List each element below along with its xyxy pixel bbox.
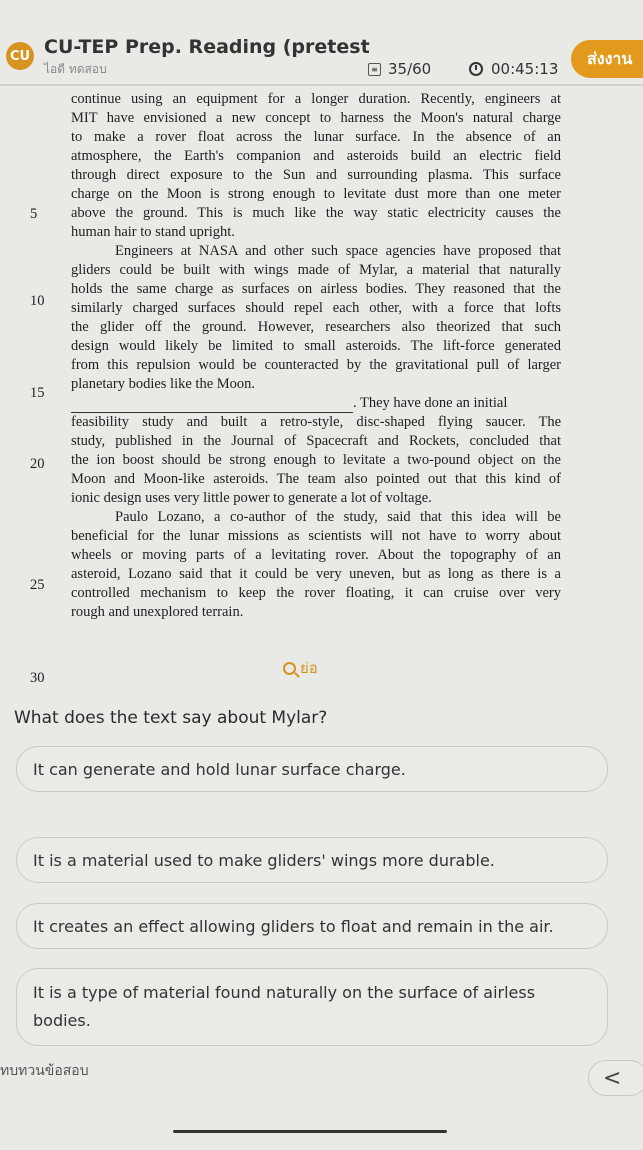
passage-line: the glider off the ground. However, researchers also theorized that such — [71, 319, 561, 335]
answer-option-text: It is a material used to make gliders' wings more durable. — [33, 850, 495, 870]
page-subtitle: ไอดี ทดสอบ — [44, 62, 107, 76]
previous-button[interactable]: < — [588, 1060, 643, 1096]
passage-line: continue using an equipment for a longer duration. Recently, engineers at — [71, 91, 561, 107]
passage-line: gliders could be built with wings made of Mylar, a material that naturally — [71, 262, 561, 278]
answer-option-text: It can generate and hold lunar surface charge. — [33, 759, 406, 779]
passage-line: feasibility study and built a retro-style, disc-shaped flying saucer. The — [71, 414, 561, 430]
line-number: 30 — [30, 670, 45, 686]
answer-option-text: It creates an effect allowing gliders to float and remain in the air. — [33, 916, 554, 936]
header — [0, 0, 643, 82]
answer-blank — [71, 398, 353, 413]
passage-line: from this repulsion would be counteracted by the gravitational pull of larger — [71, 357, 561, 373]
line-number: 20 — [30, 456, 45, 472]
clock-icon — [469, 62, 483, 76]
passage-line-blank — [71, 394, 561, 413]
passage-line-text: . They have done an initial — [353, 395, 508, 411]
passage-line: similarly charged surfaces should repel each other, with a force that lofts — [71, 300, 561, 316]
passage-line: Engineers at NASA and other such space agencies have proposed that — [115, 243, 561, 259]
timer-text: 00:45:13 — [491, 60, 559, 78]
answer-option-4[interactable] — [16, 968, 608, 1046]
passage-line: charge on the Moon is strong enough to levitate dust more than one meter — [71, 186, 561, 202]
answer-option-3[interactable] — [16, 903, 608, 949]
passage-line: controlled mechanism to keep the rover floating, it can cruise over very — [71, 585, 561, 601]
passage-line: to make a rover float across the lunar surface. In the absence of an — [71, 129, 561, 145]
page-title: CU-TEP Prep. Reading (pretest — [44, 36, 370, 58]
passage-line: MIT have envisioned a new concept to harness the Moon's natural charge — [71, 110, 561, 126]
question-counter-text: 35/60 — [388, 60, 432, 78]
passage-line: human hair to stand upright. — [71, 224, 235, 240]
line-number: 5 — [30, 206, 38, 222]
passage-line: atmosphere, the Earth's companion and asteroids build an electric field — [71, 148, 561, 164]
answer-option-1[interactable] — [16, 746, 608, 792]
passage-line: Paulo Lozano, a co-author of the study, said that this idea will be — [115, 509, 561, 525]
question-counter — [368, 60, 431, 78]
line-number: 10 — [30, 293, 45, 309]
answer-option-text: It is a type of material found naturally on the surface of airless bodies. — [33, 983, 536, 1030]
passage-line: rough and unexplored terrain. — [71, 604, 244, 620]
submit-button[interactable]: ส่งงาน — [571, 40, 643, 78]
zoom-out-icon — [283, 662, 296, 675]
passage-line: the ion boost should be strong enough to levitate a two-pound object on the — [71, 452, 561, 468]
app-logo-icon: CU — [6, 42, 34, 70]
zoom-label: ย่อ — [300, 659, 318, 677]
passage-line: above the ground. This is much like the way static electricity causes the — [71, 205, 561, 221]
answer-option-2[interactable] — [16, 837, 608, 883]
home-indicator — [173, 1130, 447, 1133]
passage-line: design would likely be limited to small asteroids. The lift-force generated — [71, 338, 561, 354]
passage-line: study, published in the Journal of Spacecraft and Rockets, concluded that — [71, 433, 561, 449]
timer — [469, 60, 558, 78]
passage-line: holds the same charge as surfaces on airless bodies. They reasoned that the — [71, 281, 561, 297]
passage-line: beneficial for the lunar missions as scientists will not have to worry about — [71, 528, 561, 544]
list-icon: ≡ — [368, 63, 381, 76]
passage-line: Moon and Moon-like asteroids. The team also pointed out that this kind of — [71, 471, 561, 487]
passage-line: through direct exposure to the Sun and surrounding plasma. This surface — [71, 167, 561, 183]
review-exam-link[interactable]: ทบทวนข้อสอบ — [0, 1063, 89, 1079]
passage-line: asteroid, Lozano said that it could be very uneven, but as long as there is a — [71, 566, 561, 582]
passage-line: wheels or moving parts of a levitating rover. About the topography of an — [71, 547, 561, 563]
line-number: 15 — [30, 385, 45, 401]
line-number: 25 — [30, 577, 45, 593]
zoom-button[interactable] — [283, 656, 318, 680]
header-divider — [0, 84, 643, 86]
passage-line: ionic design uses very little power to generate a lot of voltage. — [71, 490, 432, 506]
passage-line: planetary bodies like the Moon. — [71, 376, 256, 392]
question-text: What does the text say about Mylar? — [14, 708, 328, 728]
